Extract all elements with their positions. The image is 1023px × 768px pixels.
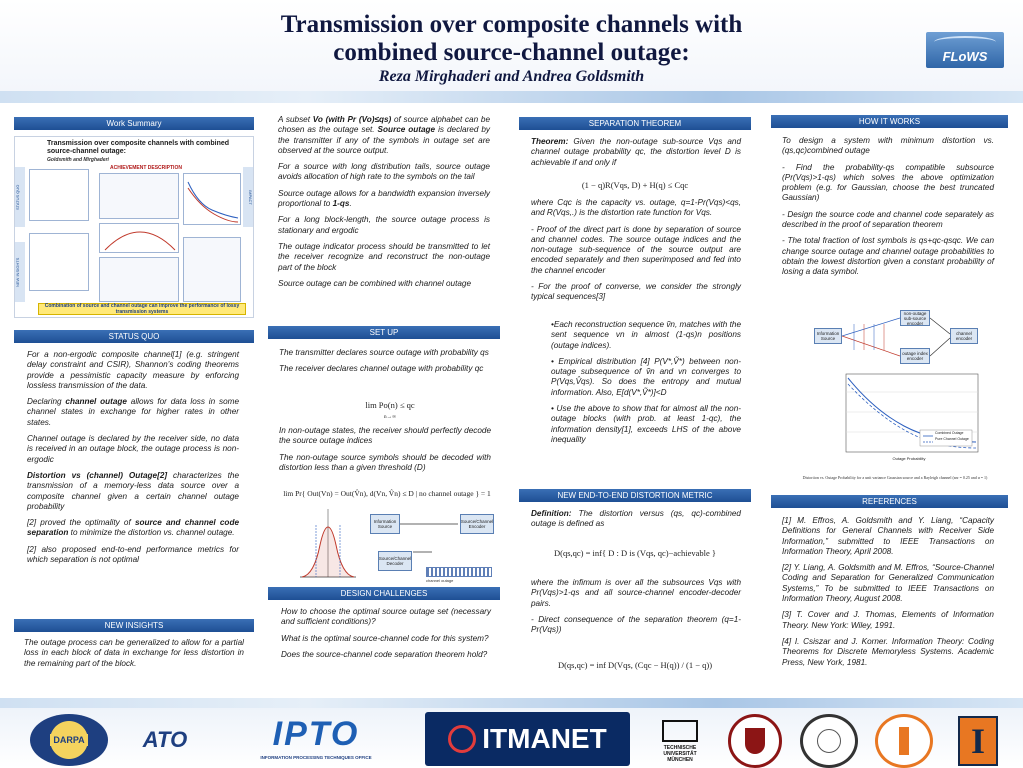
section-header-design-challenges: DESIGN CHALLENGES — [268, 587, 500, 600]
mit-seal-icon — [800, 714, 858, 768]
separation-text-1 — [531, 137, 741, 174]
flows-logo-text: FLoWS — [942, 49, 988, 64]
e2e-eq1: D(qs,qc) = inf{ D : D is (Vqs, qc)−achievable } — [554, 548, 716, 558]
section-header-separation: SEPARATION THEOREM — [519, 117, 751, 130]
thumb-plot — [183, 173, 241, 225]
status-quo-p3: Channel outage is declared by the receiver side, no data is received in an outage block, the outage process is non-ergodic — [27, 434, 239, 464]
hiw-encoder1-box: non-outage sub-source encoder — [900, 310, 930, 326]
diagram-channel-label: channel outage — [426, 578, 454, 583]
darpa-logo-text: DARPA — [50, 734, 87, 746]
gaussian-plot-svg — [298, 505, 358, 583]
new-insights-p1: The outage process can be generalized to allow for a partial loss in each block of data in exchange for less distortion in the remaining part of the block. — [24, 638, 244, 668]
work-summary-caption: Combination of source and channel outage can improve the performance of lossy transmission systems — [38, 303, 246, 315]
set-up-p2: The receiver declares channel outage with probability qc — [279, 364, 484, 374]
status-quo-p2 — [27, 397, 239, 428]
separation-bullet-3: • Use the above to show that for almost all the non-outage blocks (with prob. at least 1-qc), the information density[1], exceeds LHS of the above inequality — [551, 404, 741, 444]
e2e-p2: where the infimum is over all the subsources Vqs with Pr(Vqs)>1-qs and all source-channel encoder-decoder pairs. — [531, 578, 741, 608]
separation-p1 — [531, 137, 741, 168]
section-header-e2e: NEW END-TO-END DISTORTION METRIC — [519, 489, 751, 502]
references-text — [782, 516, 994, 674]
source-outage-p6: Source outage can be combined with channel outage — [278, 278, 471, 288]
separation-bullet-1: •Each reconstruction sequence ṽn, matches with the sent sequence vn in almost (1-qs)n positions (outage indices). — [551, 320, 741, 350]
caltech-torch-icon — [899, 727, 909, 755]
section-header-references: REFERENCES — [771, 495, 1008, 508]
thumb-title: Transmission over composite channels with combined source-channel outage: — [47, 140, 230, 155]
set-up-p3: In non-outage states, the receiver should perfectly decode the source outage indices — [279, 426, 491, 446]
source-outage-p3-bold: 1-qs — [332, 199, 350, 209]
poster-title-line1: Transmission over composite channels with — [280, 11, 743, 38]
status-quo-p2-pre: Declaring — [27, 397, 66, 407]
itmanet-circle-icon — [448, 725, 476, 753]
tum-logo-text: TECHNISCHE UNIVERSITÄT MÜNCHEN — [663, 744, 697, 763]
gaussian-plot — [298, 505, 358, 583]
hiw-encoder3-box: channel encoder — [950, 328, 978, 344]
source-outage-p1-mid: of source alphabet can be chosen as the outage set. — [278, 115, 490, 135]
section-header-set-up: SET UP — [268, 326, 500, 339]
source-outage-p5: The outage indicator process should be transmitted to let the receiver recognize and reconstruct the non-outage part of the block — [278, 241, 490, 272]
separation-p2: where Cqc is the capacity vs. outage, q=1-Pr(Vqs)<qs, and R(Vqs,.) is the distortion rate function for Vqs. — [531, 198, 741, 218]
illinois-logo: I — [958, 716, 998, 766]
poster-authors: Reza Mirghaderi and Andrea Goldsmith — [378, 68, 645, 85]
distortion-plot — [834, 370, 984, 466]
set-up-eq1-text: lim Po(n) ≤ qc — [365, 400, 415, 410]
status-quo-p1: For a non-ergodic composite channel[1] (e.g. stringent delay constraint and CSIR), Shannon’s coding theorems provide a pessimistic capacity measure by enforcing lossless transmission of the data. — [27, 350, 239, 390]
design-challenges-text — [281, 607, 491, 666]
new-insights-text — [24, 638, 244, 675]
status-quo-p5-bold: source and channel code separation — [27, 518, 239, 538]
section-header-status-quo: STATUS QUO — [14, 330, 254, 343]
plot-legend-2: Pure Channel Outage — [935, 437, 969, 441]
source-outage-p1-bold: Vo (with Pr (Vo)≤qs) — [312, 115, 392, 124]
e2e-text-1 — [531, 509, 741, 536]
ipto-subtitle: INFORMATION PROCESSING TECHNIQUES OFFICE — [260, 754, 372, 760]
status-quo-p4 — [27, 471, 239, 512]
set-up-eq2: lim Pr{ Out(Vn) = Out(V̂n), d(Vn, V̂n) ≤ D | no channel outage } = 1 — [283, 489, 491, 498]
status-quo-p5-pre: [2] proved the optimality of — [27, 518, 135, 528]
tum-mark-icon — [662, 720, 698, 742]
separation-bullet-2: • Empirical distribution [4] P(V*,Ṽ*) between non-outage subsequence of ṽn and vn converges to P(Vqs,V̂qs). So does the entropy and mutual information. Also, E[d(V*,Ṽ*)]<D — [551, 356, 741, 397]
separation-text-2 — [531, 198, 741, 309]
thumb-gauss — [99, 223, 179, 253]
status-quo-p4-bold: Distortion vs (channel) Outage[2] — [27, 470, 168, 480]
thumb-achievement: ACHIEVEMENT DESCRIPTION — [110, 165, 182, 171]
top-band — [0, 91, 1023, 103]
status-quo-p6: [2] also proposed end-to-end performance metrics for which separation is not optimal — [27, 544, 239, 565]
separation-p3: - Proof of the direct part is done by separation of source and channel codes. The source outage indices and the non-outage sub-sequence of the source output are encoded separately and then superimposed and fed into the channel encoder — [531, 224, 741, 275]
set-up-text — [279, 348, 491, 381]
e2e-p1 — [531, 509, 741, 530]
diagram-decoder: Source/Channel Decoder — [378, 551, 412, 571]
design-challenges-p3: Does the source-channel code separation theorem hold? — [281, 649, 488, 659]
thumb-text-3 — [183, 237, 241, 302]
e2e-text-2 — [531, 578, 741, 641]
source-outage-p1-post: is declared by the transmitter if any of the symbols in outage set are observed at the source output. — [278, 125, 491, 155]
set-up-p4: The non-outage source symbols should be decoded with distortion less than a given threshold (D) — [279, 452, 491, 472]
how-it-works-p1: To design a system with minimum distortion vs. (qs,qc)combined outage — [782, 136, 994, 156]
status-quo-p2-post: allows for data loss in some channel states in exchange for higher rates in other states. — [27, 397, 239, 427]
source-outage-p1-bold2: Source outage — [377, 125, 436, 135]
hiw-source-box: Information Source — [814, 328, 842, 344]
hiw-arrows — [842, 316, 952, 366]
design-challenges-p1: How to choose the optimal source outage set (necessary and sufficient conditions)? — [281, 607, 491, 627]
flows-logo — [926, 32, 1004, 68]
plot-legend-1: Combined Outage — [935, 431, 964, 435]
e2e-p3: - Direct consequence of the separation theorem (q=1-Pr(Vqs)) — [531, 614, 741, 635]
reference-1: [1] M. Effros, A. Goldsmith and Y. Liang, “Capacity Definitions for General Channels with Receiver Side Information,” submitted to IEEE Transactions on Information Theory, April 2008. — [782, 516, 994, 556]
diagram-arrows — [396, 520, 466, 570]
e2e-p1-post: The distortion versus (qs, qc)-combined outage is defined as — [531, 509, 741, 529]
e2e-p1-bold: Definition: — [531, 509, 572, 518]
source-outage-p1-pre: A subset — [278, 115, 313, 124]
wave-icon — [934, 36, 996, 48]
hiw-encoder2-box: outage index encoder — [900, 348, 930, 364]
thumb-text-2 — [99, 257, 179, 302]
set-up-p1: The transmitter declares source outage with probability qs — [279, 348, 489, 357]
how-it-works-text — [782, 136, 994, 284]
reference-3: [3] T. Cover and J. Thomas, Elements of Information Theory. New York: Wiley, 1991. — [782, 610, 994, 630]
separation-p1-post: Given the non-outage sub-source Vqs and channel outage probability qc, the distortion level D is achievable if and only if — [531, 137, 741, 167]
stanford-seal-icon — [728, 714, 782, 768]
how-it-works-p2: - Find the probability-qs compatible subsource (Pr(Vqs)>1-qs) which solves the above optimization problem (e.g. for Gaussian, choose the best truncated Gaussian) — [782, 162, 994, 203]
separation-p1-bold: Theorem: — [531, 137, 569, 146]
source-outage-p1 — [278, 115, 490, 156]
thumb-status-quo-label: STATUS QUO — [15, 167, 25, 227]
section-header-new-insights: NEW INSIGHTS — [14, 619, 254, 632]
how-it-works-p4: - The total fraction of lost symbols is qs+qc-qsqc. We can change source outage and channel outage probabilities to obtain the lowest distortion given a constant probability of losing a data symbol. — [782, 236, 994, 277]
source-outage-p3-post: . — [349, 199, 352, 209]
set-up-eq1-sub: n→∞ — [383, 414, 397, 420]
how-it-works-p3: - Design the source code and channel code separately as described in the proof of separation theorem — [782, 209, 994, 230]
stanford-shield-icon — [745, 728, 765, 754]
ato-logo: ATO — [142, 727, 188, 752]
caltech-seal-icon — [875, 714, 933, 768]
status-quo-p5 — [27, 518, 239, 539]
source-outage-p3-pre: Source outage allows for a bandwidth expansion inversely proportional to — [278, 188, 490, 209]
diagram-info-source: Information Source — [370, 514, 400, 534]
poster-title-line2: combined source-channel outage: — [333, 39, 690, 66]
tum-logo — [650, 714, 710, 768]
diagram-encoder: Source/Channel Encoder — [460, 514, 494, 534]
thumb-new-insights-label: NEW INSIGHTS — [15, 242, 25, 302]
thumb-gauss-svg — [100, 224, 180, 254]
thumb-diagram-2 — [29, 233, 89, 291]
thumb-diagram-1 — [29, 169, 89, 221]
bottom-band — [0, 698, 1023, 708]
itmanet-logo — [425, 712, 630, 766]
separation-bullets — [551, 320, 741, 451]
status-quo-p2-bold: channel outage — [65, 397, 127, 407]
separation-eq: (1 − q)R(Vqs, D) + H(q) ≤ Cqc — [581, 180, 689, 190]
set-up-text-2 — [279, 426, 491, 479]
source-outage-p2: For a source with long distribution tails, source outage avoids allocation of high rate to the symbols on the tail — [278, 162, 490, 182]
reference-2: [2] Y. Liang, A. Goldsmith and M. Effros, “Source-Channel Coding and Separation for Generalized Communication Systems,” To be submitted to IEEE Transactions on Information Theory, August 2008. — [782, 563, 994, 604]
plot-xlabel: Outage Probability — [892, 456, 926, 461]
work-summary-thumbnail — [14, 136, 254, 318]
plot-caption: Distortion vs. Outage Probability for a unit variance Gaussian source and a Rayleigh channel (snr = 0.25 and α = 1) — [802, 475, 988, 480]
e2e-eq2: D(qs,qc) = inf D(Vqs, (Cqc − H(q)) / (1 − q)) — [557, 660, 713, 670]
status-quo-text — [27, 350, 239, 571]
status-quo-p4-post: characterizes the transmission of a memory-less data source over a composite channel given a certain channel outage probability — [27, 470, 239, 511]
source-outage-text — [278, 115, 490, 295]
thumb-authors: Goldsmith and Mirghaderi — [47, 157, 109, 163]
distortion-plot-svg — [834, 370, 984, 466]
mit-inner-icon — [817, 729, 841, 753]
thumb-impact-label: IMPACT — [243, 167, 253, 227]
thumb-plot-svg — [184, 174, 242, 226]
ipto-logo: IPTO — [272, 714, 360, 753]
sponsor-logo-strip — [0, 708, 1023, 768]
reference-4: [4] I. Csiszar and J. Korner. Information Theory: Coding Theorems for Discrete Memoryless Systems. Academic Press, New York, 1981. — [782, 636, 994, 667]
thumb-text-1 — [99, 173, 179, 219]
itmanet-logo-text: ITMANET — [482, 723, 607, 754]
darpa-logo — [30, 714, 108, 766]
status-quo-p5-post: to minimize the distortion vs. channel outage. — [68, 528, 235, 538]
set-up-eq1 — [330, 400, 450, 420]
separation-p4: - For the proof of converse, we consider the strongly typical sequences[3] — [531, 282, 741, 302]
section-header-work-summary: Work Summary — [14, 117, 254, 130]
design-challenges-p2: What is the optimal source-channel code for this system? — [281, 633, 489, 643]
section-header-how-it-works: HOW IT WORKS — [771, 115, 1008, 128]
poster-header — [0, 0, 1023, 92]
source-outage-p3 — [278, 189, 490, 210]
source-outage-p4: For a long block-length, the source outage process is stationary and ergodic — [278, 215, 490, 235]
